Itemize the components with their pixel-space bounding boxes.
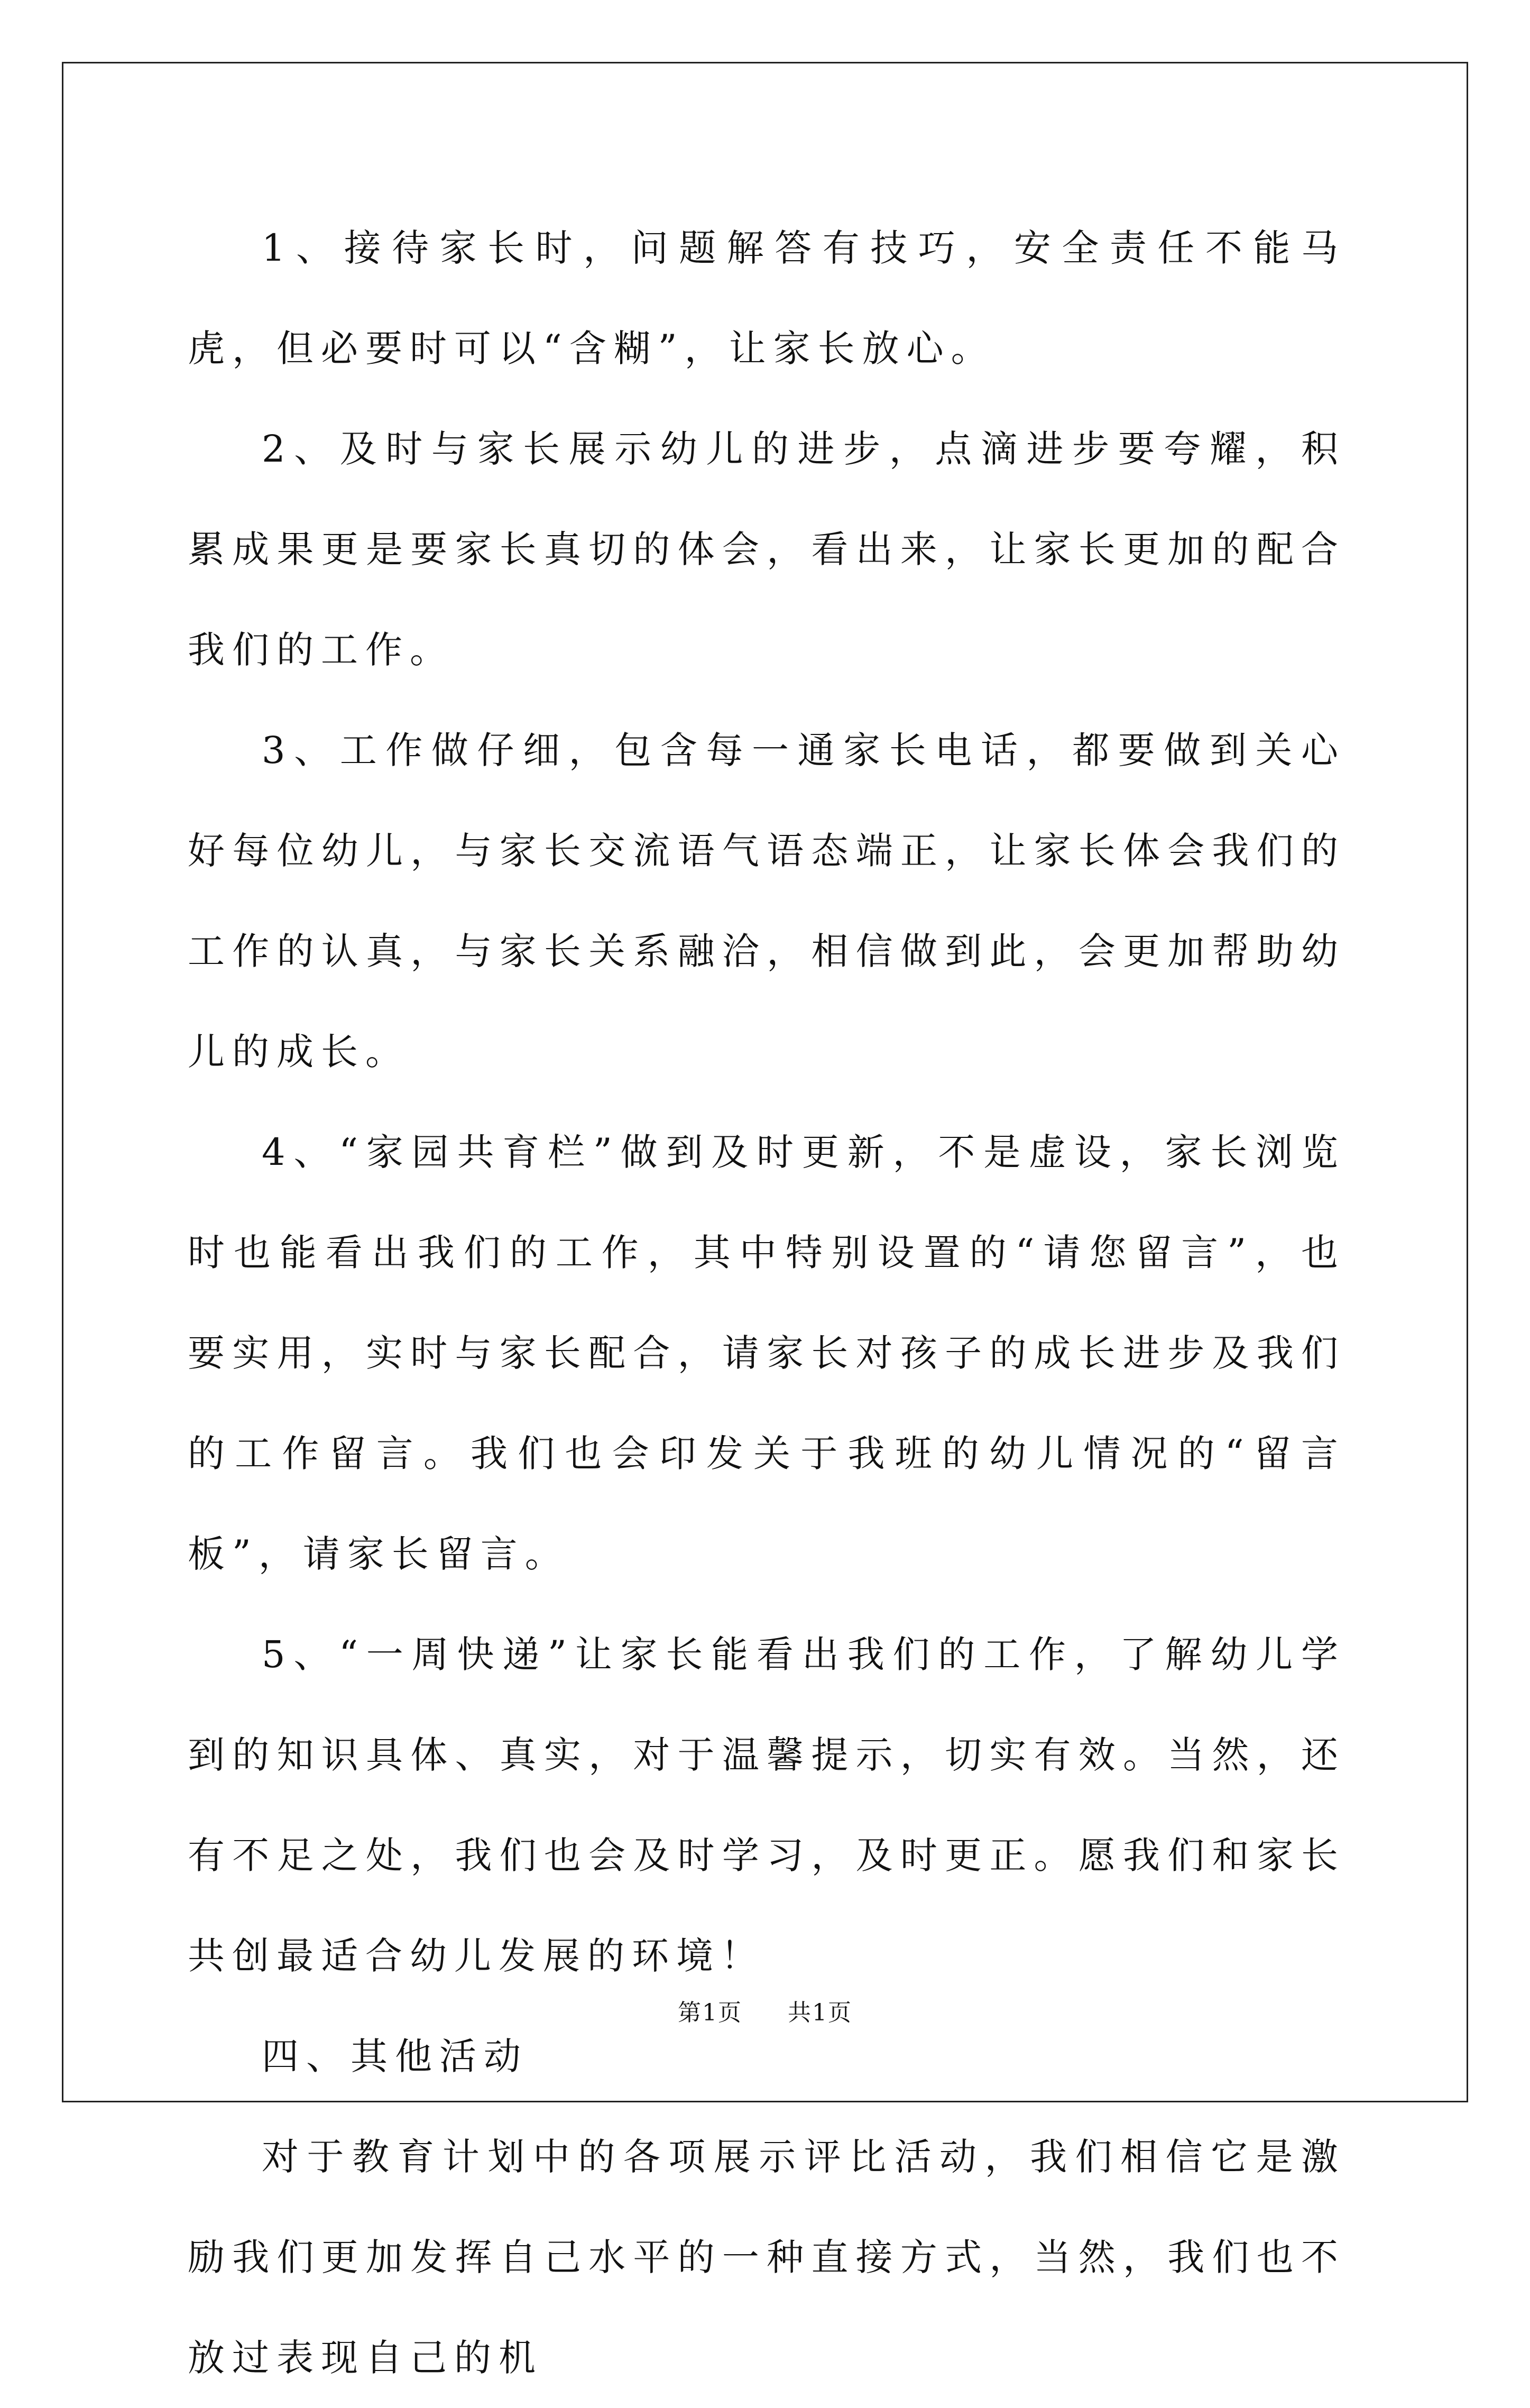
paragraph-7: 对于教育计划中的各项展示评比活动，我们相信它是激励我们更加发挥自己水平的一种直接方式，当然，我们也不放过表现自己的机 (188, 2135, 1345, 2379)
page-total: 共1页 (788, 1999, 852, 2026)
paragraph-1: 1、接待家长时，问题解答有技巧，安全责任不能马虎，但必要时可以“含糊”，让家长放心。 (188, 226, 1345, 370)
document-body (188, 198, 1345, 2408)
paragraph-2: 2、及时与家长展示幼儿的进步，点滴进步要夸耀，积累成果更是要家长真切的体会，看出来，让家长更加的配合我们的工作。 (188, 427, 1345, 672)
page-number: 第1页 (678, 1999, 742, 2026)
paragraph-4: 4、“家园共育栏”做到及时更新，不是虚设，家长浏览时也能看出我们的工作，其中特别设置的“请您留言”，也要实用，实时与家长配合，请家长对孩子的成长进步及我们的工作留言。我们也会印发关于我班的幼儿情况的“留言板”，请家长留言。 (188, 1131, 1345, 1576)
page-footer (0, 1993, 1530, 2027)
section-heading-other-activities: 四、其他活动 (262, 2035, 528, 2078)
paragraph-3: 3、工作做仔细，包含每一通家长电话，都要做到关心好每位幼儿，与家长交流语气语态端正，让家长体会我们的工作的认真，与家长关系融洽，相信做到此，会更加帮助幼儿的成长。 (188, 729, 1345, 1073)
paragraph-5: 5、“一周快递”让家长能看出我们的工作，了解幼儿学到的知识具体、真实，对于温馨提示，切实有效。当然，还有不足之处，我们也会及时学习，及时更正。愿我们和家长共创最适合幼儿发展的环境！ (188, 1633, 1345, 1978)
